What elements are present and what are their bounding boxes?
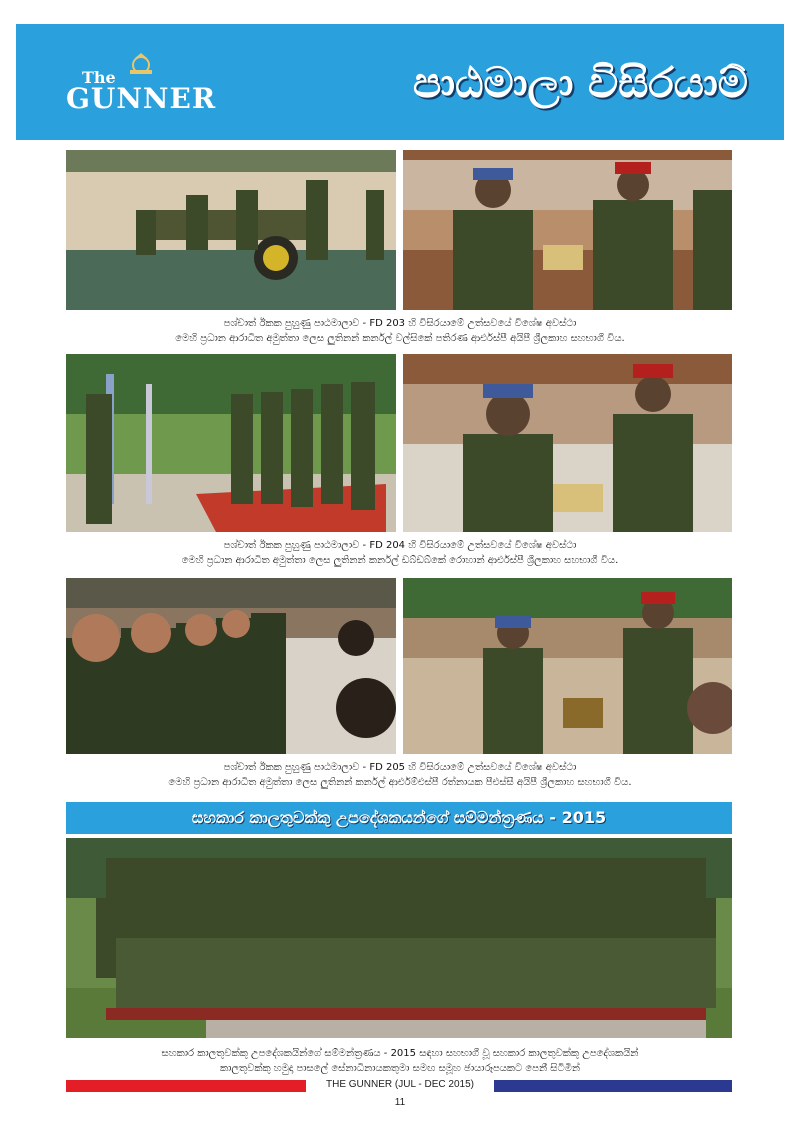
footer-publication: THE GUNNER (JUL - DEC 2015): [326, 1079, 474, 1090]
logo-the: The: [82, 68, 116, 87]
crest-icon: [124, 52, 158, 78]
fd205-award-photo: [403, 578, 732, 754]
fd204-caption-line1: පශ්චාත් ඊකක පුහුණු පාඨමාලාව - FD 204 හි විසිරයාමේ උත්සවයේ විශේෂ අවස්ථා: [223, 540, 577, 551]
gunner-logo: [52, 52, 217, 115]
fd204-caption: [66, 538, 734, 568]
page-title: පාඨමාලා විසිරයාම්: [412, 58, 748, 107]
fd205-lineup-photo: [66, 578, 396, 754]
fd204-parade-photo: [66, 354, 396, 532]
conference-caption: [66, 1046, 734, 1076]
footer-red-bar: [66, 1080, 306, 1092]
fd203-caption-line2: මෙහි ප්‍රධාන ආරාධිත අමුත්තා ලෙස ලුතිනන් කර්නල් වල්සිකේ පතිරණ ආර්එස්පී අයිපී ශ්‍රීලකාහ සහභාගී විය.: [175, 333, 625, 344]
fd205-caption-line2: මෙහි ප්‍රධාන ආරාධිත අමුත්තා ලෙස ලුතිනන් කර්නල් ආර්එම්එස්පී රත්නායක පීඑස්සී අයිපී ශ්‍රීලකාහ සහභාගී විය.: [168, 777, 632, 788]
fd204-caption-line2: මෙහි ප්‍රධාන ආරාධිත අමුත්තා ලෙස ලුතිනන් කර්නල් ඩබ්ඩබ්කේ රොහාන් ආර්එස්පී ශ්‍රීලකාහ සහභාගී විය.: [181, 555, 619, 566]
fd203-award-photo: [403, 150, 732, 310]
conference-group-photo: [66, 838, 732, 1038]
fd204-award-photo: [403, 354, 732, 532]
logo-gunner: GUNNER: [66, 82, 217, 115]
fd203-caption-line1: පශ්චාත් ඊකක පුහුණු පාඨමාලාව - FD 203 හි විසිරයාමේ උත්සවයේ විශේෂ අවස්ථා: [223, 318, 577, 329]
fd203-gun-drill-photo: [66, 150, 396, 310]
conference-caption-line2: කාලතුවක්කු හමුදා පාසලේ සේනාධිනායකතුමා සමඟ සමූහ ඡායාරූපයකට පෙනී සිටිමින්: [220, 1063, 580, 1074]
fd205-caption-line1: පශ්චාත් ඊකක පුහුණු පාඨමාලාව - FD 205 හි විසිරයාමේ උත්සවයේ විශේෂ අවස්ථා: [223, 762, 577, 773]
page-number: 11: [394, 1097, 406, 1108]
conference-caption-line1: සහකාර කාලතුවක්කු උපදේශකයින්ගේ සම්මන්ත්‍රණය - 2015 සඳහා සහභාගී වූ සහකාර කාලතුවක්කු උපදේශකයින්: [161, 1048, 639, 1059]
fd203-caption: [66, 316, 734, 346]
fd205-caption: [66, 760, 734, 790]
footer-blue-bar: [494, 1080, 732, 1092]
conference-title: සහකාර කාලතුවක්කු උපදේශකයන්ගේ සම්මන්ත්‍රණය - 2015: [66, 802, 732, 834]
